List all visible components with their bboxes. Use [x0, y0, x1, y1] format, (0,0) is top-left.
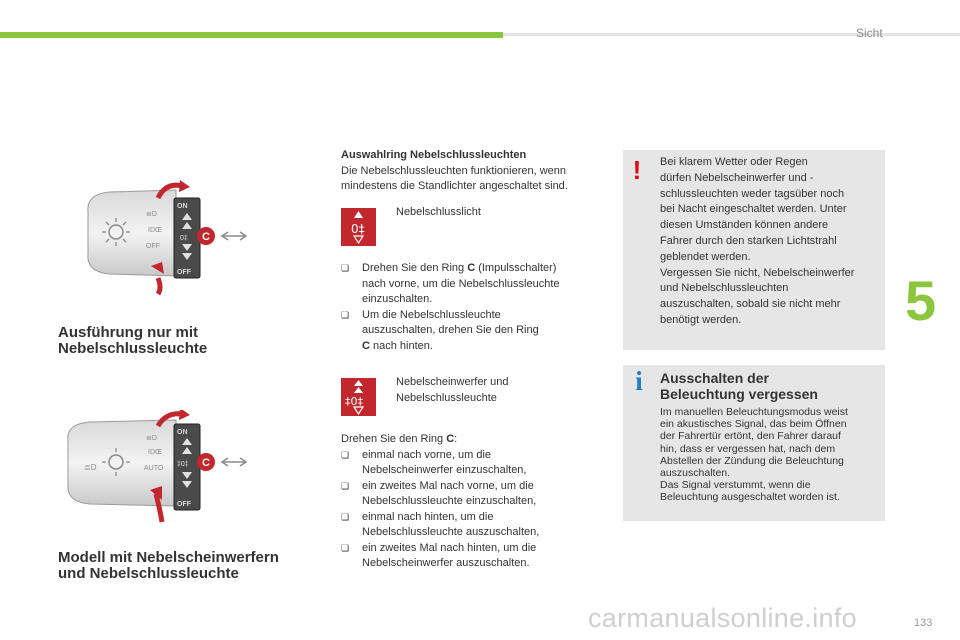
flash-arrows-icon [222, 458, 246, 466]
svg-text:‡0‡: ‡0‡ [177, 461, 189, 468]
rear-fog-icon [341, 208, 376, 246]
ring-label-on: ON [177, 429, 188, 436]
list-item: ❏ einmal nach hinten, um die Nebelschlussleuchte auszuschalten, [341, 510, 611, 541]
list-item: ❏ ein zweites Mal nach vorne, um die Nebelschlussleuchte einzuschalten, [341, 479, 611, 510]
bullet-icon: ❏ [341, 449, 350, 460]
front-rear-fog-icon [341, 378, 376, 416]
bullet-icon: ❏ [341, 309, 350, 320]
list-item: ❏ einmal nach vorne, um die Nebelscheinwerfer einzuschalten, [341, 448, 611, 479]
stalk-figure-fog-rear [58, 180, 322, 296]
list-item: ❏ ein zweites Mal nach hinten, um die Nebelscheinwerfer auszuschalten. [341, 541, 611, 572]
svg-text:≣D: ≣D [84, 463, 97, 472]
svg-text:IDŒ: IDŒ [148, 449, 162, 456]
watermark-link[interactable]: carmanualsonline.info [588, 603, 857, 633]
svg-text:IDŒ: IDŒ [148, 227, 162, 234]
svg-text:‡0‡: ‡0‡ [345, 395, 363, 408]
svg-text:OFF: OFF [146, 243, 160, 250]
front-rear-fog-label: Nebelscheinwerfer und Nebelschlussleuchte [396, 376, 509, 404]
header-accent-bar [0, 32, 503, 38]
heading-rear-fog-only: Ausführung nur mit Nebelschlussleuchte [58, 324, 208, 357]
svg-text:0‡: 0‡ [180, 235, 188, 242]
intro-block: Auswahlring Nebelschlussleuchten Die Nebelschlussleuchten funktionieren, wenn mindestens die Standlichter angeschaltet sind. [341, 148, 611, 195]
heading-front-rear-fog: Modell mit Nebelscheinwerfern und Nebelschlussleuchte [58, 549, 279, 582]
list-item: ❏ Drehen Sie den Ring C (Impulsschalter) nach vorne, um die Nebelschlussleuchte einzuschalten. [341, 261, 611, 308]
ring-label-on: ON [177, 203, 188, 210]
instructions-front-rear-fog: Drehen Sie den Ring C: ❏ einmal nach vorne, um die Nebelscheinwerfer einzuschalten, ❏ ein zweites Mal nach vorne, um die Nebelschlussleuchte einzuschalten, ❏ einmal nach hinten, um die Nebelschlussleuchte auszuschalten, ❏ ein zweites Mal nach hinten, um die Nebelscheinwerfer auszuschalten. [341, 432, 611, 572]
warning-text: Bei klarem Wetter oder Regen dürfen Nebelscheinwerfer und - schlussleuchten weder tagsüber noch bei Nacht eingeschaltet werden. Unter diesen Umständen können andere Fahrer durch den starken Lichtstrahl geblendet werden. Vergessen Sie nicht, Nebelscheinwerfer und Nebelschlussleuchten auszuschalten, sobald sie nicht mehr benötigt werden. [660, 156, 855, 326]
info-title: Ausschalten der Beleuchtung vergessen [660, 370, 818, 402]
flash-arrows-icon [222, 232, 246, 240]
callout-c: C [202, 231, 210, 243]
block-title: Auswahlring Nebelschlussleuchten [341, 149, 527, 161]
svg-text:≣D: ≣D [146, 211, 157, 218]
chapter-number: 5 [905, 269, 937, 332]
svg-text:0‡: 0‡ [351, 222, 365, 236]
rear-fog-label: Nebelschlusslicht [396, 206, 481, 218]
stalk-label-auto: AUTO [144, 465, 164, 472]
page-number: 133 [914, 617, 933, 629]
ring-label-off: OFF [177, 269, 191, 276]
list-item: ❏ Um die Nebelschlussleuchte auszuschalten, drehen Sie den Ring C nach hinten. [341, 308, 611, 355]
bullet-icon: ❏ [341, 263, 350, 273]
section-title: Sicht [856, 26, 883, 40]
ring-label-off: OFF [177, 501, 191, 508]
instructions-rear-fog [341, 261, 611, 354]
callout-c: C [202, 457, 210, 469]
bullet-icon: ❏ [341, 511, 350, 522]
header-rule [503, 33, 960, 36]
info-icon: i [635, 366, 643, 396]
info-text: Im manuellen Beleuchtungsmodus weist ein akustisches Signal, das beim Öffnen der Fahrertür ertönt, den Fahrer darauf hin, dass er vergessen hat, nach dem Abstellen der Zündung die Beleuchtung auszuschalten. Das Signal verstummt, wenn die Beleuchtung ausgeschaltet worden ist. [660, 406, 848, 504]
bullet-icon: ❏ [341, 542, 350, 553]
bullet-icon: ❏ [341, 480, 350, 491]
stalk-figure-fog-front-rear [58, 410, 322, 526]
svg-text:≣D: ≣D [146, 435, 157, 442]
warning-icon: ! [632, 155, 642, 185]
